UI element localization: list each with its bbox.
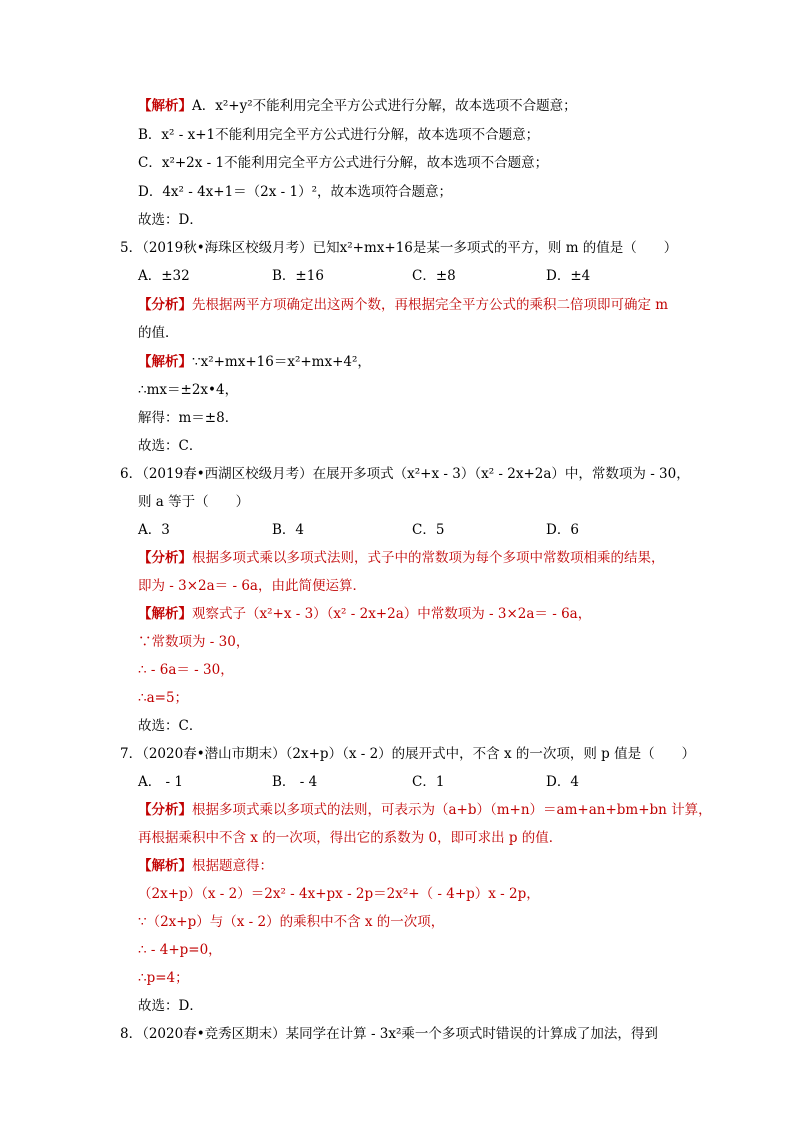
- solution-line: ∴ - 4+p=0，: [138, 942, 222, 958]
- option-c: C．5: [412, 522, 445, 538]
- question-6-stem-cont: 则 a 等于（ ）: [138, 494, 250, 510]
- analysis-tag: 【分析】: [138, 550, 192, 566]
- solution-line: C．x²+2x - 1不能利用完全平方公式进行分解，故本选项不合题意；: [138, 155, 549, 171]
- answer-line: 故选：D．: [138, 212, 203, 228]
- option-c: C．1: [412, 774, 445, 790]
- solution-line: ∴a=5；: [138, 690, 189, 706]
- option-b: B．±16: [272, 268, 324, 284]
- solution-line: ∵常数项为 - 30，: [138, 634, 250, 650]
- solution-line: （2x+p）（x - 2）＝2x² - 4x+px - 2p＝2x²+（ - 4+p）x - 2p，: [138, 886, 540, 902]
- analysis-tag: 【分析】: [138, 802, 192, 818]
- solution-text: 根据题意得：: [192, 858, 273, 874]
- solution-line: 解得：m＝±8．: [138, 410, 239, 426]
- solution-line: ∴ - 6a＝ - 30，: [138, 662, 234, 678]
- answer-line: 故选：D．: [138, 998, 203, 1014]
- solution-line: D．4x² - 4x+1＝（2x - 1）²，故本选项符合题意；: [138, 184, 453, 200]
- question-5-stem: 5．（2019秋•海珠区校级月考）已知x²+mx+16是某一多项式的平方，则 m 的值是（ ）: [120, 240, 678, 256]
- solution-tag: 【解析】: [138, 858, 192, 874]
- question-8-stem: 8．（2020春•竞秀区期末）某同学在计算 - 3x²乘一个多项式时错误的计算成了加法，得到: [120, 1026, 658, 1042]
- solution-line: ∴p=4；: [138, 970, 189, 986]
- question-7-stem: 7．（2020春•潜山市期末）（2x+p）（x - 2）的展开式中，不含 x 的一次项，则 p 值是（ ）: [120, 746, 696, 762]
- solution-line: [138, 96, 577, 116]
- solution-line: B．x² - x+1不能利用完全平方公式进行分解，故本选项不合题意；: [138, 127, 540, 143]
- option-b: B． - 4: [272, 774, 318, 790]
- analysis-line: 即为 - 3×2a＝ - 6a，由此简便运算．: [138, 578, 366, 594]
- analysis-text: 根据多项式乘以多项式的法则，可表示为（a+b）（m+n）＝am+an+bm+bn 计算，: [192, 802, 712, 818]
- analysis-line: [138, 800, 712, 820]
- option-d: D．±4: [546, 268, 591, 284]
- solution-tag: 【解析】: [138, 98, 192, 114]
- analysis-text: 根据多项式乘以多项式法则，式子中的常数项为每个多项中常数项相乘的结果，: [192, 550, 665, 566]
- option-d: D．6: [546, 522, 579, 538]
- solution-tag: 【解析】: [138, 354, 192, 370]
- analysis-line: [138, 548, 665, 568]
- answer-line: 故选：C．: [138, 718, 203, 734]
- option-c: C．±8: [412, 268, 456, 284]
- option-d: D．4: [546, 774, 579, 790]
- analysis-line: [138, 295, 668, 315]
- solution-text: 观察式子（x²+x - 3）（x² - 2x+2a）中常数项为 - 3×2a＝ - 6a，: [192, 606, 592, 622]
- solution-line: [138, 352, 371, 372]
- solution-line: ∵（2x+p）与（x - 2）的乘积中不含 x 的一次项，: [138, 914, 445, 930]
- option-a: A． - 1: [138, 774, 183, 790]
- analysis-tag: 【分析】: [138, 297, 192, 313]
- solution-text: A．x²+y²不能利用完全平方公式进行分解，故本选项不合题意；: [192, 98, 577, 114]
- solution-line: [138, 856, 273, 876]
- option-a: A．3: [138, 522, 170, 538]
- solution-line: [138, 604, 591, 624]
- solution-line: ∴mx＝±2x•4，: [138, 382, 239, 398]
- solution-tag: 【解析】: [138, 606, 192, 622]
- option-a: A．±32: [138, 268, 190, 284]
- solution-text: ∵x²+mx+16＝x²+mx+4²，: [192, 354, 371, 370]
- answer-line: 故选：C．: [138, 438, 203, 454]
- analysis-line: 再根据乘积中不含 x 的一次项，得出它的系数为 0，即可求出 p 的值．: [138, 830, 563, 846]
- analysis-text: 先根据两平方项确定出这两个数，再根据完全平方公式的乘积二倍项即可确定 m: [192, 297, 669, 313]
- analysis-line: 的值．: [138, 325, 179, 341]
- question-6-stem: 6．（2019春•西湖区校级月考）在展开多项式（x²+x - 3）（x² - 2x+2a）中，常数项为 - 30，: [120, 466, 690, 482]
- option-b: B．4: [272, 522, 305, 538]
